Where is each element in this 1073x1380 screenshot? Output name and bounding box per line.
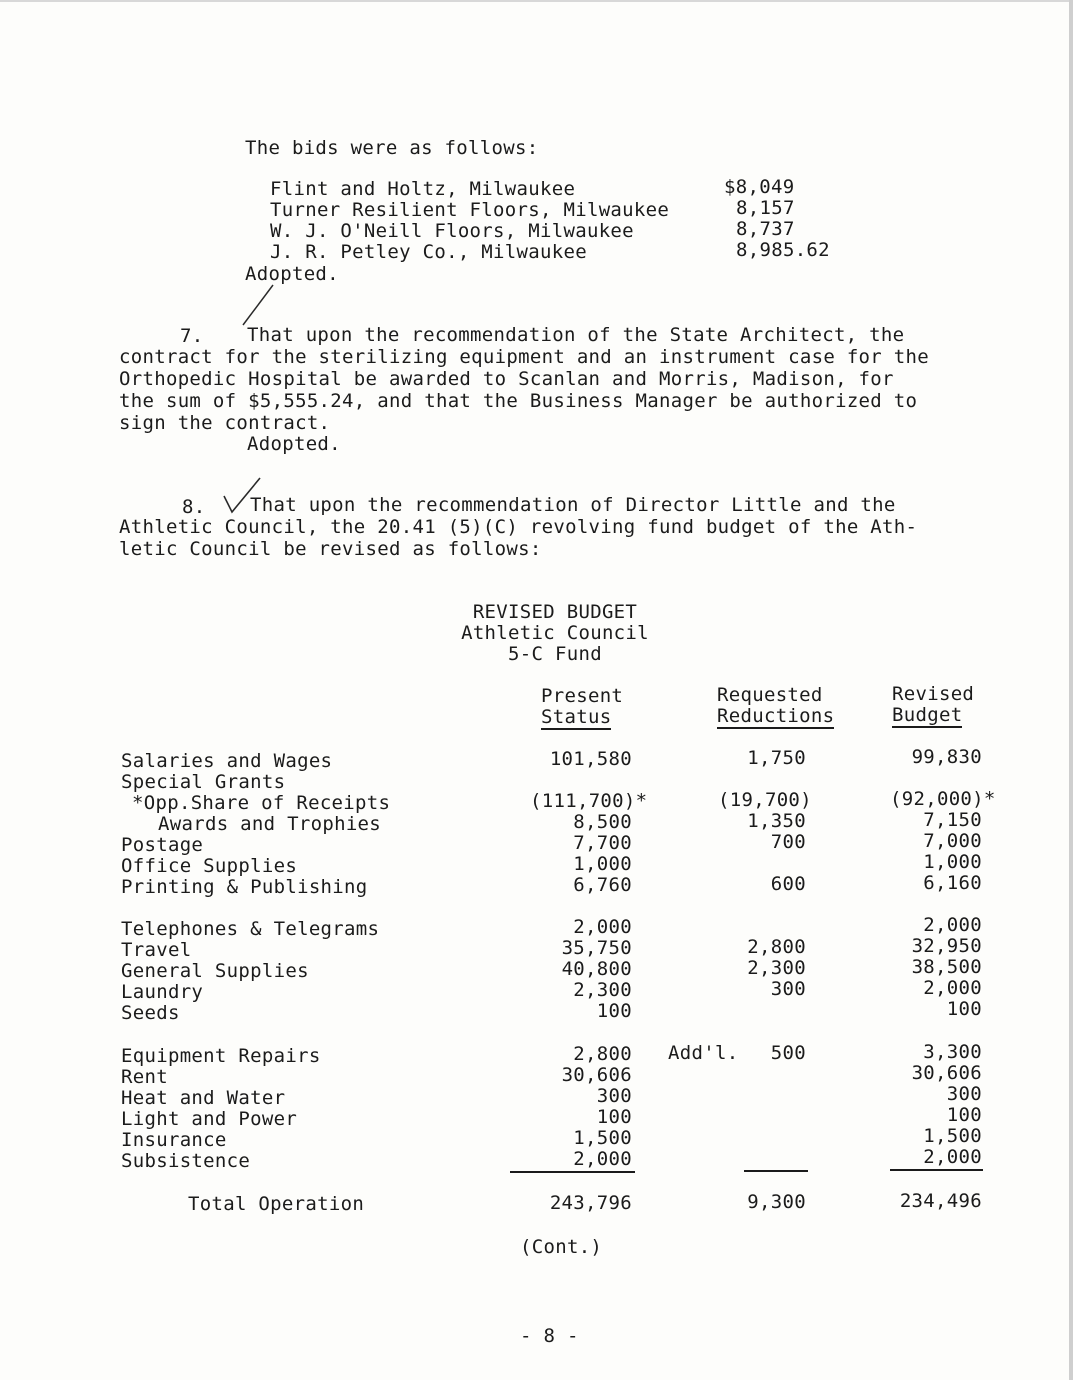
row-label: Heat and Water [121,1087,286,1109]
requested-value: 2,300 [747,957,806,979]
item-7-number: 7. [180,325,204,347]
requested-value: 1,350 [747,810,806,832]
revised-value: 2,000 [923,914,982,936]
revised-value: 2,000 [923,977,982,999]
present-value: 2,000 [573,916,632,938]
present-value: 1,000 [573,853,632,875]
present-value: 8,500 [573,811,632,833]
check-mark-icon [240,282,276,328]
present-value: 100 [596,1106,632,1128]
total-rule-present [510,1171,635,1173]
present-value: 40,800 [561,958,632,980]
requested-value: 500 [770,1042,806,1064]
bid-amount: 8,157 [736,197,795,219]
revised-value: 99,830 [911,746,982,768]
row-label: Telephones & Telegrams [121,918,380,940]
item-7-line: Orthopedic Hospital be awarded to Scanlan and Morris, Madison, for [119,368,894,390]
requested-value: 300 [770,978,806,1000]
present-value: 6,760 [573,874,632,896]
present-value: 300 [596,1085,632,1107]
row-label: *Opp.Share of Receipts [132,792,391,814]
header-present-line1: Present [541,685,624,707]
present-value: 101,580 [549,748,632,770]
bid-name: J. R. Petley Co., Milwaukee [270,241,587,263]
present-value: (111,700)* [530,790,648,812]
row-label: Subsistence [121,1150,251,1172]
revised-value: 38,500 [911,956,982,978]
bid-name: Flint and Holtz, Milwaukee [270,178,576,200]
item-8-line: letic Council be revised as follows: [119,538,542,560]
revised-value: 7,000 [923,830,982,852]
revised-value: 2,000 [923,1146,982,1168]
revised-value: 30,606 [911,1062,982,1084]
bid-amount: $8,049 [724,176,795,198]
revised-value: (92,000)* [890,788,996,810]
item-7-line: the sum of $5,555.24, and that the Business Manager be authorized to [119,390,918,412]
revised-value: 1,500 [923,1125,982,1147]
bid-amount: 8,985.62 [736,239,830,261]
revised-value: 300 [946,1083,982,1105]
scan-top-edge [0,0,1073,2]
present-value: 30,606 [561,1064,632,1086]
header-revised-line1: Revised [892,683,975,705]
bids-adopted: Adopted. [245,263,339,285]
row-label: Rent [121,1066,168,1088]
header-requested-line2: Reductions [717,705,835,727]
row-label: Office Supplies [121,855,298,877]
revised-value: 7,150 [923,809,982,831]
item-7-adopted: Adopted. [247,433,341,455]
item-7-line: sign the contract. [119,412,331,434]
present-value: 7,700 [573,832,632,854]
present-value: 35,750 [561,937,632,959]
budget-fund: 5-C Fund [508,643,602,665]
present-value: 100 [596,1000,632,1022]
total-rule-requested [744,1170,808,1172]
revised-value: 100 [946,1104,982,1126]
row-label: Light and Power [121,1108,298,1130]
requested-value: 2,800 [747,936,806,958]
header-revised-line2: Budget [892,704,963,726]
row-label: Postage [121,834,204,856]
bid-name: Turner Resilient Floors, Milwaukee [270,199,670,221]
row-label: Printing & Publishing [121,876,368,898]
page-number: - 8 - [520,1325,579,1347]
requested-value: 600 [770,873,806,895]
present-value: 2,300 [573,979,632,1001]
requested-prefix: Add'l. [668,1042,739,1064]
revised-value: 6,160 [923,872,982,894]
revised-value: 32,950 [911,935,982,957]
total-rule-revised [890,1169,983,1171]
item-7-line: contract for the sterilizing equipment and an instrument case for the [119,346,929,368]
row-label: Salaries and Wages [121,750,333,772]
continued-note: (Cont.) [520,1236,603,1258]
requested-value: 1,750 [747,747,806,769]
requested-value: 700 [770,831,806,853]
item-8-line: That upon the recommendation of Director Little and the [250,494,896,516]
budget-title: REVISED BUDGET [472,601,638,623]
row-label: Equipment Repairs [121,1045,321,1067]
item-7-line: That upon the recommendation of the State Architect, the [247,324,905,346]
total-present: 243,796 [549,1192,632,1214]
present-value: 2,000 [573,1148,632,1170]
budget-subtitle: Athletic Council [461,622,649,644]
row-label: Laundry [121,981,204,1003]
item-8-line: Athletic Council, the 20.41 (5)(C) revolving fund budget of the Ath- [119,516,918,538]
revised-value: 1,000 [923,851,982,873]
scan-right-edge [1069,0,1073,1380]
total-label: Total Operation [188,1193,365,1215]
row-label: Travel [121,939,192,961]
present-value: 2,800 [573,1043,632,1065]
header-requested-line1: Requested [717,684,823,706]
requested-value: (19,700) [718,789,812,811]
bid-name: W. J. O'Neill Floors, Milwaukee [270,220,634,242]
total-revised: 234,496 [899,1190,982,1212]
bids-intro: The bids were as follows: [245,137,539,159]
row-label: General Supplies [121,960,309,982]
row-label: Awards and Trophies [158,813,382,835]
row-label: Special Grants [121,771,286,793]
revised-value: 3,300 [923,1041,982,1063]
row-label: Seeds [121,1002,180,1024]
total-requested: 9,300 [747,1191,806,1213]
item-8-number: 8. [182,496,206,518]
header-present-line2: Status [541,706,612,728]
bid-amount: 8,737 [736,218,795,240]
revised-value: 100 [946,998,982,1020]
present-value: 1,500 [573,1127,632,1149]
row-label: Insurance [121,1129,227,1151]
